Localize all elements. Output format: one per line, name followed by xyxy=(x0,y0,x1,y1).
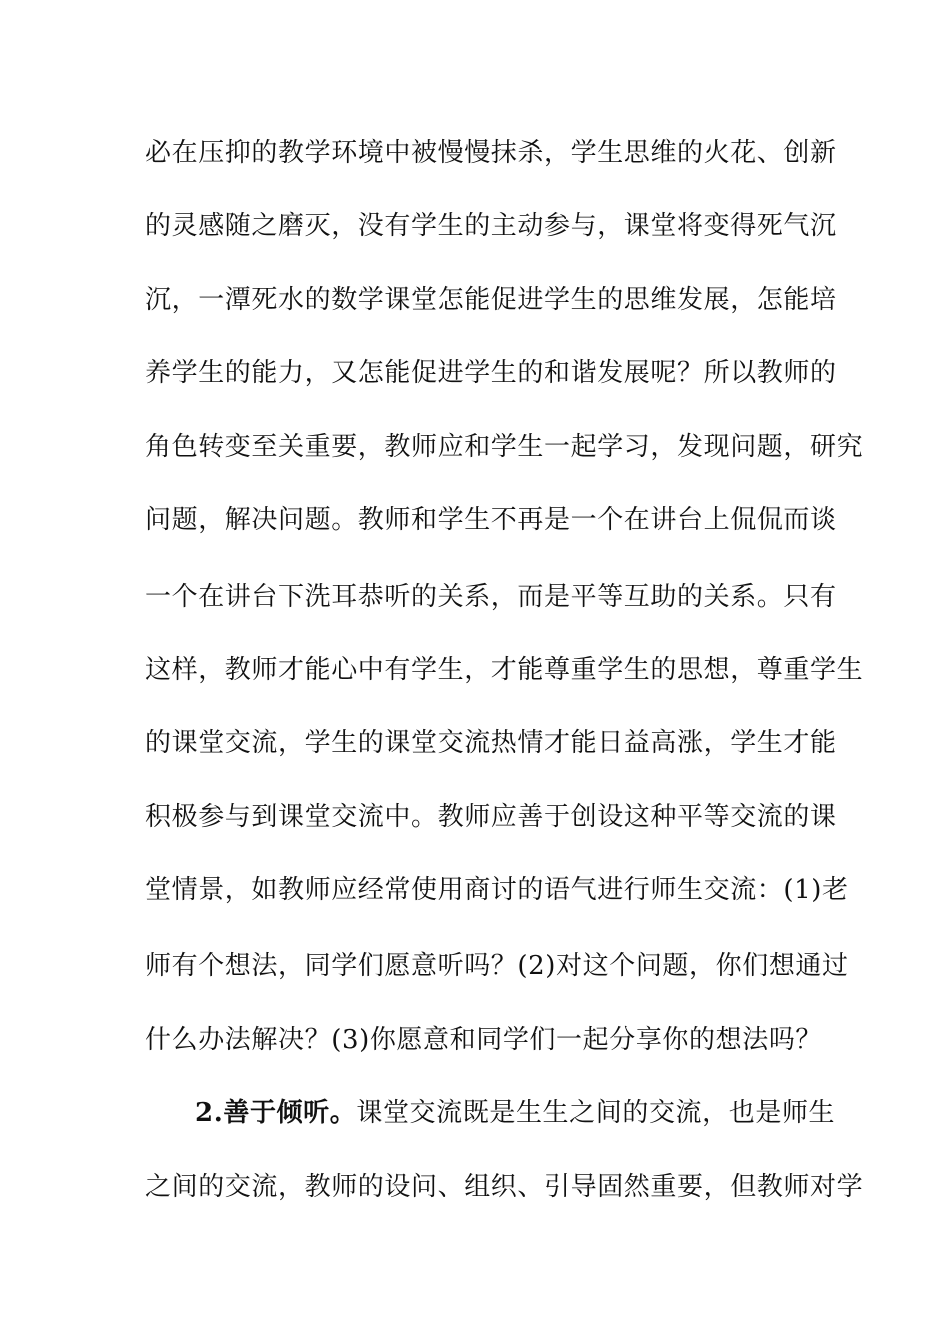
body-text-line: 养学生的能力，又怎能促进学生的和谐发展呢？所以教师的 xyxy=(145,358,837,388)
section-2-first-line xyxy=(195,1093,836,1133)
body-text-line: 角色转变至关重要，教师应和学生一起学习，发现问题，研究 xyxy=(145,432,864,462)
section-2-heading: 2.善于倾听。 xyxy=(195,1098,357,1128)
body-text-line: 这样，教师才能心中有学生，才能尊重学生的思想，尊重学生 xyxy=(145,655,864,685)
body-text-line: 堂情景，如教师应经常使用商讨的语气进行师生交流：(1)老 xyxy=(145,875,849,905)
body-text-line: 积极参与到课堂交流中。教师应善于创设这种平等交流的课 xyxy=(145,802,837,832)
body-text-line: 问题，解决问题。教师和学生不再是一个在讲台上侃侃而谈 xyxy=(145,505,837,535)
body-text-line: 的灵感随之磨灭，没有学生的主动参与，课堂将变得死气沉 xyxy=(145,211,837,241)
body-text-line: 一个在讲台下洗耳恭听的关系，而是平等互助的关系。只有 xyxy=(145,582,837,612)
body-text-line: 之间的交流，教师的设问、组织、引导固然重要，但教师对学 xyxy=(145,1172,864,1202)
body-text-line: 师有个想法，同学们愿意听吗？(2)对这个问题，你们想通过 xyxy=(145,951,849,981)
body-text-line: 的课堂交流，学生的课堂交流热情才能日益高涨，学生才能 xyxy=(145,728,837,758)
body-text-line: 必在压抑的教学环境中被慢慢抹杀，学生思维的火花、创新 xyxy=(145,138,837,168)
section-2-text: 课堂交流既是生生之间的交流，也是师生 xyxy=(356,1098,836,1128)
body-text-line: 沉，一潭死水的数学课堂怎能促进学生的思维发展，怎能培 xyxy=(145,285,837,315)
body-text-line: 什么办法解决？(3)你愿意和同学们一起分享你的想法吗？ xyxy=(145,1025,823,1055)
